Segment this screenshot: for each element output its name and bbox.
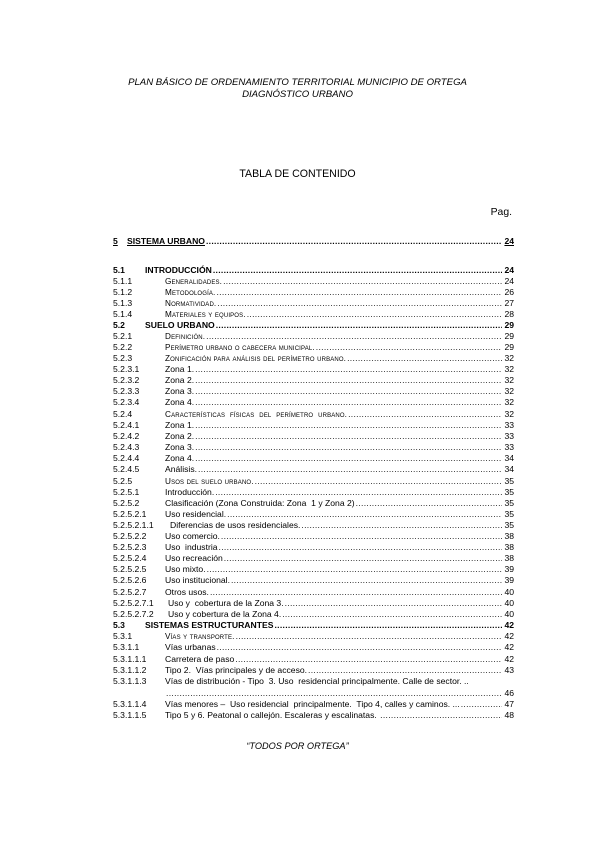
toc-entry-page: 35 <box>504 487 514 497</box>
toc-entry-number: 5.2.5.2.6 <box>113 575 147 585</box>
toc-dot-leader <box>219 542 502 553</box>
toc-entry-title: Vías urbanas <box>165 642 216 652</box>
toc-entry-page: 24 <box>504 265 514 275</box>
toc-entry-number: 5.2.2 <box>113 342 133 352</box>
toc-dot-leader <box>255 476 502 487</box>
toc-entry-title: Zona 1. <box>165 420 195 430</box>
toc-entry-number: 5.2.1 <box>113 331 133 341</box>
toc-entry-page: 35 <box>504 520 514 530</box>
toc-dot-leader <box>198 464 502 475</box>
toc-entry-number: 5.3.1.1.4 <box>113 699 147 709</box>
toc-entry <box>113 598 514 609</box>
toc-entry <box>113 476 514 487</box>
toc-entry-title: SUELO URBANO <box>145 320 215 330</box>
toc-dot-leader <box>206 331 502 342</box>
toc-entry-page: 29 <box>504 331 514 341</box>
toc-dot-leader <box>301 520 502 531</box>
toc-entry <box>113 375 514 386</box>
toc-entry-title: Introducción. <box>165 487 215 497</box>
toc-entry-title: Uso institucional. <box>165 575 230 585</box>
toc-entry <box>113 409 514 420</box>
toc-dot-leader <box>235 654 502 665</box>
toc-entry-page: 47 <box>504 699 514 709</box>
toc-entry-page: 43 <box>504 665 514 675</box>
toc-entry-title: Uso y cobertura de la Zona 4. <box>168 609 282 619</box>
toc-entry-title: Diferencias de usos residenciales. <box>170 520 301 530</box>
toc-dot-leader <box>195 431 502 442</box>
toc-dot-leader <box>215 487 502 498</box>
toc-entry-title: Uso comercio. <box>165 531 220 541</box>
toc-entry-number: 5.2.4.3 <box>113 442 140 452</box>
toc-entry-number: 5.1.2 <box>113 287 133 297</box>
toc-entry-number: 5.2.4.5 <box>113 464 140 474</box>
toc-entry-number: 5.3.1.1.1 <box>113 654 147 664</box>
toc-entry <box>113 309 514 320</box>
toc-entry <box>113 587 514 598</box>
toc-entry-title: Zona 4. <box>165 453 195 463</box>
toc-entry <box>113 431 514 442</box>
toc-entry-page: 42 <box>504 620 514 630</box>
toc-entry-title: INTRODUCCIÓN <box>145 265 212 275</box>
toc-entry <box>113 236 514 247</box>
toc-entry-number: 5.3.1.1.5 <box>113 710 147 720</box>
toc-entry-number: 5.2.5.2.5 <box>113 564 147 574</box>
toc-entry <box>113 620 514 631</box>
toc-entry-title: Perímetro urbano o cabecera municipal. <box>165 343 315 352</box>
toc-entry <box>113 320 514 331</box>
toc-entry-page: 42 <box>504 642 514 652</box>
toc-dot-leader <box>282 609 502 620</box>
page-column-label: Pag. <box>490 207 512 218</box>
toc-entry-number: 5.2.5.1 <box>113 487 140 497</box>
toc-entry-page: 32 <box>504 375 514 385</box>
toc-dot-leader <box>216 320 502 331</box>
toc-dot-leader <box>206 236 502 247</box>
toc-entry-page: 42 <box>504 631 514 641</box>
toc-entry-number: 5.1.1 <box>113 276 133 286</box>
header-line-1: PLAN BÁSICO DE ORDENAMIENTO TERRITORIAL MUNICIPIO DE ORTEGA <box>128 77 467 88</box>
toc-entry-title: Materiales y equipos. <box>165 310 246 319</box>
toc-entry <box>113 287 514 298</box>
toc-entry <box>113 654 514 665</box>
toc-entry-page: 38 <box>504 542 514 552</box>
toc-dot-leader <box>316 342 502 353</box>
toc-entry <box>113 420 514 431</box>
toc-entry-number: 5.2 <box>113 320 125 330</box>
toc-entry-title: Zona 2. <box>165 375 195 385</box>
toc-entry <box>113 353 514 364</box>
toc-dot-leader <box>224 553 502 564</box>
toc-entry-title: Vías menores – Uso residencial principalmente. Tipo 4, calles y caminos. ... <box>165 699 460 709</box>
toc-entry-number: 5.2.5.2.1 <box>113 509 147 519</box>
toc-entry-page: 32 <box>504 409 514 419</box>
toc-entry-number: 5.2.4.4 <box>113 453 140 463</box>
toc-dot-leader <box>223 276 502 287</box>
toc-entry <box>113 665 514 676</box>
toc-entry-title: Zonificación para análisis del perímetro urbano. <box>165 354 347 363</box>
toc-dot-leader <box>207 564 502 575</box>
toc-dot-leader <box>236 631 502 642</box>
toc-entry-title: Metodología. <box>165 288 216 297</box>
toc-entry-page: 32 <box>504 397 514 407</box>
toc-entry-title: Vías y transporte. <box>165 632 235 641</box>
toc-entry <box>113 331 514 342</box>
toc-entry <box>113 298 514 309</box>
toc-entry-title: Zona 3. <box>165 386 195 396</box>
toc-entry-number: 5.2.5.2.7 <box>113 587 147 597</box>
toc-dot-leader <box>308 665 502 676</box>
toc-entry-number: 5.2.3.2 <box>113 375 140 385</box>
toc-entry-page: 42 <box>504 654 514 664</box>
toc-entry-number: 5.2.5.2.1.1 <box>113 520 154 530</box>
toc-entry <box>113 676 514 687</box>
toc-entry-number: 5.2.3 <box>113 353 133 363</box>
toc-entry-title: Tipo 5 y 6. Peatonal o callejón. Escaleras y escalinatas. <box>165 710 380 720</box>
toc-entry-title: Clasificación (Zona Construida: Zona 1 y Zona 2) <box>165 498 355 508</box>
toc-entry-number: 5.2.3.4 <box>113 397 140 407</box>
toc-dot-leader <box>274 620 502 631</box>
toc-entry-title: Zona 1. <box>165 364 195 374</box>
toc-entry-title: Zona 2. <box>165 431 195 441</box>
toc-entry-title: Tipo 2. Vías principales y de acceso. <box>165 665 308 675</box>
toc-entry <box>113 442 514 453</box>
toc-entry-page: 24 <box>504 276 514 286</box>
toc-entry <box>113 487 514 498</box>
toc-dot-leader <box>231 575 502 586</box>
toc-entry-number: 5.3 <box>113 620 125 630</box>
header-line-2: DIAGNÓSTICO URBANO <box>242 88 353 100</box>
toc-entry <box>113 710 514 721</box>
toc-entry <box>113 498 514 509</box>
toc-entry-title: Carretera de paso <box>165 654 235 664</box>
toc-dot-leader <box>195 364 502 375</box>
toc-entry-page: 32 <box>504 386 514 396</box>
toc-entry <box>113 553 514 564</box>
toc-entry-number: 5.3.1.1.2 <box>113 665 147 675</box>
toc-dot-leader <box>348 409 502 420</box>
toc-dot-leader <box>217 298 502 309</box>
toc-entry-number: 5 <box>113 236 118 246</box>
toc-entry-title: Otros usos. <box>165 587 209 597</box>
toc-entry-number: 5.1.3 <box>113 298 133 308</box>
toc-entry <box>113 564 514 575</box>
toc-entry-page: 27 <box>504 298 514 308</box>
toc-dot-leader <box>221 531 502 542</box>
toc-entry-page: 38 <box>504 553 514 563</box>
toc-entry-number: 5.2.5.2.3 <box>113 542 147 552</box>
toc-entry-title: Uso recreación <box>165 553 223 563</box>
toc-dot-leader <box>195 453 502 464</box>
toc-entry-title: Zona 3. <box>165 442 195 452</box>
toc-dot-leader <box>195 420 502 431</box>
toc-entry-page: 46 <box>504 688 514 698</box>
toc-entry <box>113 464 514 475</box>
toc-entry <box>113 575 514 586</box>
toc-entry-number: 5.2.3.1 <box>113 364 140 374</box>
toc-entry-page: 29 <box>504 320 514 330</box>
toc-entry-number: 5.2.4.1 <box>113 420 140 430</box>
toc-entry <box>113 397 514 408</box>
toc-entry-title: Uso residencial. <box>165 509 227 519</box>
toc-entry-number: 5.2.4.2 <box>113 431 140 441</box>
toc-dot-leader <box>195 375 502 386</box>
toc-entry-page: 35 <box>504 498 514 508</box>
toc-entry-page: 39 <box>504 564 514 574</box>
toc-entry <box>113 609 514 620</box>
toc-entry-number: 5.3.1.1.3 <box>113 676 147 686</box>
toc-entry-page: 32 <box>504 353 514 363</box>
toc-dot-leader <box>227 509 502 520</box>
toc-entry <box>113 642 514 653</box>
toc-entry-page: 48 <box>504 710 514 720</box>
toc-dot-leader <box>285 598 502 609</box>
toc-dot-leader <box>195 386 502 397</box>
toc-entry-page: 32 <box>504 364 514 374</box>
toc-entry <box>113 386 514 397</box>
toc-entry <box>113 453 514 464</box>
toc-entry-page: 34 <box>504 453 514 463</box>
toc-entry-page: 40 <box>504 587 514 597</box>
toc-entry-number: 5.3.1.1 <box>113 642 140 652</box>
toc-entry-title: SISTEMAS ESTRUCTURANTES <box>145 620 274 630</box>
toc-entry-number: 5.1 <box>113 265 125 275</box>
toc-dot-leader <box>210 587 502 598</box>
toc-entry <box>113 542 514 553</box>
toc-dot-leader <box>216 287 502 298</box>
toc-entry <box>113 631 514 642</box>
toc-entry-number: 5.2.5 <box>113 476 133 486</box>
toc-entry-page: 26 <box>504 287 514 297</box>
toc-entry <box>113 342 514 353</box>
toc-entry-page: 28 <box>504 309 514 319</box>
toc-entry-number: 5.2.5.2.7.1 <box>113 598 154 608</box>
toc-dot-leader <box>247 309 502 320</box>
toc-dot-leader <box>380 710 502 721</box>
toc-dot-leader <box>356 498 502 509</box>
toc-entry <box>113 509 514 520</box>
toc-entry-page: 35 <box>504 476 514 486</box>
toc-entry-page: 33 <box>504 431 514 441</box>
toc-entry-number: 5.2.4 <box>113 409 133 419</box>
toc-entry-title: Normatividad. <box>165 299 217 308</box>
toc-entry-number: 5.2.5.2 <box>113 498 140 508</box>
toc-dot-leader <box>195 397 502 408</box>
toc-entry-number: 5.1.4 <box>113 309 133 319</box>
toc-entry <box>113 520 514 531</box>
toc-entry-title: SISTEMA URBANO <box>127 236 205 246</box>
toc-entry-page: 33 <box>504 420 514 430</box>
toc-entry <box>113 265 514 276</box>
toc-entry-number: 5.2.5.2.2 <box>113 531 147 541</box>
toc-entry <box>113 688 514 699</box>
toc-dot-leader <box>166 688 502 699</box>
toc-entry-title: Uso mixto. <box>165 564 206 574</box>
toc-entry-page: 34 <box>504 464 514 474</box>
toc-entry-title: Usos del suelo urbano. <box>165 477 254 486</box>
toc-entry-page: 29 <box>504 342 514 352</box>
toc-entry <box>113 364 514 375</box>
toc-dot-leader <box>461 699 502 710</box>
toc-entry-page: 35 <box>504 509 514 519</box>
toc-entry-page: 24 <box>504 236 514 246</box>
toc-dot-leader <box>347 353 502 364</box>
toc-entry-title: Vías de distribución - Tipo 3. Uso residencial principalmente. Calle de sector. .. <box>165 676 469 686</box>
toc-dot-leader <box>195 442 502 453</box>
toc-entry-title: Generalidades. <box>165 277 223 286</box>
toc-entry-number: 5.2.5.2.4 <box>113 553 147 563</box>
toc-entry-title: Características físicas del perímetro urbano. <box>165 410 348 419</box>
toc-entry-page: 33 <box>504 442 514 452</box>
toc-dot-leader <box>213 265 502 276</box>
toc-entry <box>113 531 514 542</box>
toc-entry-title: Uso y cobertura de la Zona 3. <box>168 598 284 608</box>
toc-entry-page: 38 <box>504 531 514 541</box>
document-title: TABLA DE CONTENIDO <box>239 168 356 180</box>
page-header <box>0 77 595 100</box>
toc-entry-number: 5.2.3.3 <box>113 386 140 396</box>
page-footer: “TODOS POR ORTEGA” <box>246 741 349 751</box>
toc-entry-number: 5.3.1 <box>113 631 133 641</box>
toc-entry-number: 5.2.5.2.7.2 <box>113 609 154 619</box>
toc-entry-title: Análisis. <box>165 464 197 474</box>
toc-entry-title: Uso industria <box>165 542 218 552</box>
toc-entry-page: 40 <box>504 609 514 619</box>
toc-entry-title: Definición. <box>165 332 206 341</box>
toc-entry <box>113 276 514 287</box>
toc-entry-page: 40 <box>504 598 514 608</box>
toc-entry <box>113 699 514 710</box>
toc-entry-page: 39 <box>504 575 514 585</box>
toc-entry-title: Zona 4. <box>165 397 195 407</box>
toc-dot-leader <box>217 642 502 653</box>
